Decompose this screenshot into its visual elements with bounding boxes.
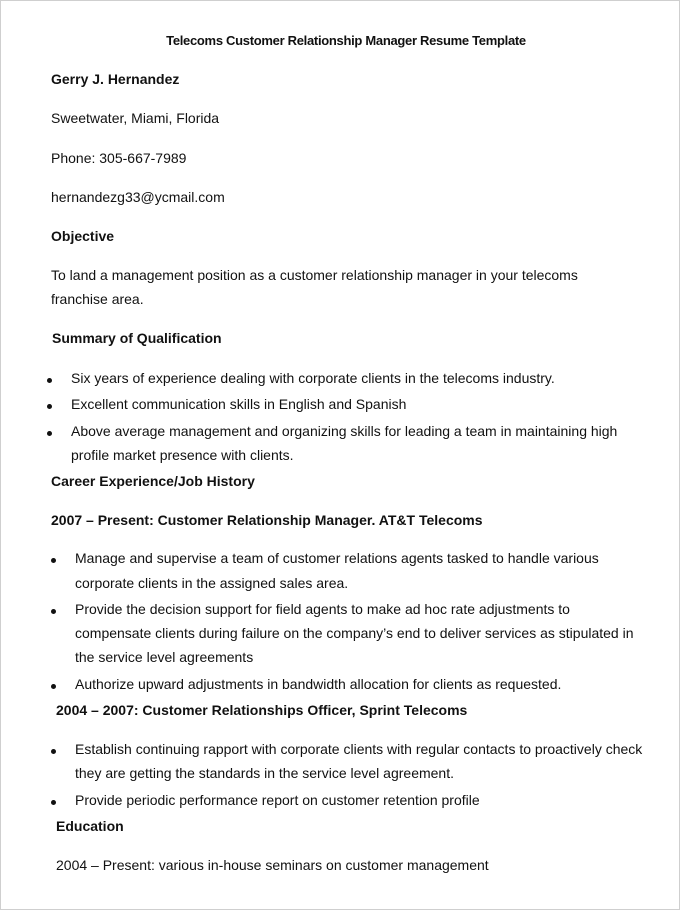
job-duty-continued: compensate clients during failure on the company’s end to deliver services as stipulated in [75,625,634,641]
objective-heading: Objective [51,228,115,244]
candidate-phone: Phone: 305-667-7989 [51,150,187,166]
document-title: Telecoms Customer Relationship Manager Resume Template [166,33,526,48]
career-heading: Career Experience/Job History [51,473,255,489]
bullet-icon [51,609,56,614]
candidate-email: hernandezg33@ycmail.com [51,189,225,205]
job-duty-continued: they are getting the standards in the service level agreement. [75,765,454,781]
candidate-name: Gerry J. Hernandez [51,71,180,87]
job-duty-continued: the service level agreements [75,649,254,665]
bullet-icon [47,404,52,409]
job-title: 2007 – Present: Customer Relationship Manager. AT&T Telecoms [51,512,483,528]
summary-item: Six years of experience dealing with corporate clients in the telecoms industry. [71,370,555,386]
job-duty-continued: corporate clients in the assigned sales area. [75,575,349,591]
summary-item: Above average management and organizing skills for leading a team in maintaining high [71,423,618,439]
bullet-icon [47,431,52,436]
bullet-icon [51,684,56,689]
summary-item-continued: profile market presence with clients. [71,447,294,463]
bullet-icon [51,749,56,754]
job-title: 2004 – 2007: Customer Relationships Officer, Sprint Telecoms [56,702,468,718]
bullet-icon [51,800,56,805]
education-heading: Education [56,818,124,834]
summary-heading: Summary of Qualification [52,330,222,346]
summary-item: Excellent communication skills in English and Spanish [71,396,407,412]
candidate-address: Sweetwater, Miami, Florida [51,110,220,126]
job-duty: Provide the decision support for field agents to make ad hoc rate adjustments to [75,601,570,617]
objective-text-line: franchise area. [51,291,144,307]
bullet-icon [47,378,52,383]
job-duty: Provide periodic performance report on customer retention profile [75,792,480,808]
job-duty: Manage and supervise a team of customer relations agents tasked to handle various [75,550,599,566]
job-duty: Establish continuing rapport with corporate clients with regular contacts to proactively check [75,741,643,757]
objective-text-line: To land a management position as a customer relationship manager in your telecoms [51,267,578,283]
bullet-icon [51,558,56,563]
education-entry: 2004 – Present: various in-house seminars on customer management [56,857,489,873]
job-duty: Authorize upward adjustments in bandwidth allocation for clients as requested. [75,676,562,692]
